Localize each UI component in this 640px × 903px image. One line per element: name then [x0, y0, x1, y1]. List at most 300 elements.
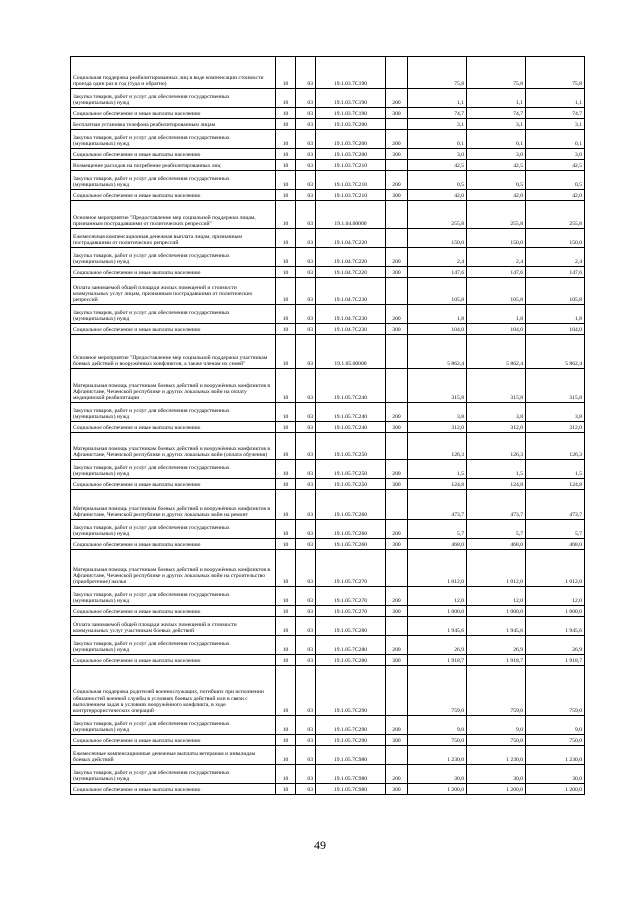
row-subsection-cell: 03 — [296, 335, 316, 369]
row-target-article-cell: 19.1.05.7С240 — [316, 422, 386, 433]
row-section-cell: 10 — [276, 539, 296, 550]
table-row — [71, 784, 585, 795]
row-section-cell: 10 — [276, 716, 296, 735]
row-name-cell: Закупка товаров, работ и услуг для обеспечения государственных (муниципальных) нужд — [71, 587, 276, 606]
table-row — [71, 335, 585, 369]
table-row — [71, 267, 585, 278]
row-target-article-cell: 19.1.05.00000 — [316, 335, 386, 369]
row-amount-1-cell: 26,9 — [408, 636, 467, 655]
table-row — [71, 149, 585, 160]
row-expense-type-cell: 300 — [386, 479, 408, 490]
row-amount-3-cell: 5,7 — [526, 520, 585, 539]
row-amount-1-cell: 315,8 — [408, 369, 467, 403]
row-amount-3-cell: 1,1 — [526, 89, 585, 108]
row-name-cell: Основное мероприятие "Предоставление мер социальной поддержки лицам, признанным пострадавшими от политических репрессий" — [71, 201, 276, 229]
row-expense-type-cell: 200 — [386, 460, 408, 479]
row-expense-type-cell: 200 — [386, 587, 408, 606]
row-subsection-cell: 03 — [296, 550, 316, 587]
row-subsection-cell: 03 — [296, 201, 316, 229]
row-target-article-cell: 19.1.05.7С980 — [316, 765, 386, 784]
row-name-cell: Оплата занимаемой общей площади жилых помещений и стоимости коммунальных услуг участникам боевых действий — [71, 617, 276, 636]
table-row — [71, 479, 585, 490]
row-section-cell: 10 — [276, 587, 296, 606]
row-name-cell: Социальное обеспечение и иные выплаты населению — [71, 539, 276, 550]
page-number: 49 — [314, 838, 326, 852]
table-row — [71, 130, 585, 149]
row-expense-type-cell — [386, 617, 408, 636]
row-target-article-cell: 19.1.05.7С290 — [316, 666, 386, 716]
row-subsection-cell: 03 — [296, 305, 316, 324]
row-subsection-cell: 03 — [296, 784, 316, 795]
row-name-cell: Закупка товаров, работ и услуг для обеспечения государственных (муниципальных) нужд — [71, 89, 276, 108]
row-target-article-cell: 19.1.05.7С260 — [316, 490, 386, 520]
row-name-cell: Социальная поддержка родителей военнослужащих, погибших при исполнении обязанностей военной службы в условиях боевых действий или в связи с выполнением задач в условиях вооружённого конфликта, в ходе контртеррористических операций — [71, 666, 276, 716]
row-expense-type-cell — [386, 229, 408, 248]
row-subsection-cell: 03 — [296, 490, 316, 520]
row-subsection-cell: 03 — [296, 267, 316, 278]
row-expense-type-cell — [386, 433, 408, 460]
row-section-cell: 10 — [276, 369, 296, 403]
row-amount-2-cell: 74,7 — [467, 108, 526, 119]
row-section-cell: 10 — [276, 606, 296, 617]
row-amount-3-cell: 750,0 — [526, 735, 585, 746]
row-amount-1-cell: 124,8 — [408, 479, 467, 490]
row-name-cell: Социальное обеспечение и иные выплаты населению — [71, 108, 276, 119]
row-amount-2-cell: 26,9 — [467, 636, 526, 655]
table-row — [71, 666, 585, 716]
row-expense-type-cell: 300 — [386, 606, 408, 617]
row-section-cell: 10 — [276, 433, 296, 460]
row-section-cell: 10 — [276, 89, 296, 108]
row-amount-1-cell: 1 000,0 — [408, 606, 467, 617]
row-amount-1-cell: 30,0 — [408, 765, 467, 784]
row-section-cell: 10 — [276, 149, 296, 160]
row-amount-2-cell: 1 230,0 — [467, 746, 526, 765]
row-target-article-cell: 19.1.03.7С190 — [316, 108, 386, 119]
row-amount-1-cell: 104,0 — [408, 324, 467, 335]
row-name-cell: Закупка товаров, работ и услуг для обеспечения государственных (муниципальных) нужд — [71, 765, 276, 784]
row-target-article-cell: 19.1.05.7С250 — [316, 479, 386, 490]
row-amount-2-cell: 42,5 — [467, 160, 526, 171]
row-section-cell: 10 — [276, 520, 296, 539]
row-name-cell: Материальная помощь участникам боевых действий и вооружённых конфликтов в Афганистане, Чеченской республике и других локальных войн (оплата обучения) — [71, 433, 276, 460]
row-expense-type-cell: 300 — [386, 539, 408, 550]
row-subsection-cell: 03 — [296, 460, 316, 479]
row-name-cell: Бесплатная установка телефона реабилитированным лицам — [71, 119, 276, 130]
row-amount-1-cell: 3,1 — [408, 119, 467, 130]
row-amount-1-cell: 1 012,0 — [408, 550, 467, 587]
row-target-article-cell: 19.1.05.7С260 — [316, 520, 386, 539]
row-section-cell: 10 — [276, 735, 296, 746]
row-amount-2-cell: 1,1 — [467, 89, 526, 108]
row-subsection-cell: 03 — [296, 655, 316, 666]
row-name-cell: Социальное обеспечение и иные выплаты населению — [71, 735, 276, 746]
row-section-cell: 10 — [276, 636, 296, 655]
row-subsection-cell: 03 — [296, 422, 316, 433]
row-section-cell: 10 — [276, 460, 296, 479]
row-subsection-cell: 03 — [296, 369, 316, 403]
row-name-cell: Социальное обеспечение и иные выплаты населению — [71, 324, 276, 335]
row-amount-3-cell: 1 012,0 — [526, 550, 585, 587]
row-amount-2-cell: 3,1 — [467, 119, 526, 130]
row-amount-3-cell: 0,5 — [526, 171, 585, 190]
row-name-cell: Закупка товаров, работ и услуг для обеспечения государственных (муниципальных) нужд — [71, 403, 276, 422]
row-expense-type-cell: 200 — [386, 636, 408, 655]
row-amount-1-cell: 759,0 — [408, 666, 467, 716]
row-subsection-cell: 03 — [296, 666, 316, 716]
row-name-cell: Ежемесячные компенсационные денежные выплаты ветеранам и инвалидам боевых действий — [71, 746, 276, 765]
table-row — [71, 201, 585, 229]
row-target-article-cell: 19.1.05.7С280 — [316, 636, 386, 655]
row-section-cell: 10 — [276, 171, 296, 190]
row-subsection-cell: 03 — [296, 433, 316, 460]
row-subsection-cell: 03 — [296, 130, 316, 149]
row-name-cell: Закупка товаров, работ и услуг для обеспечения государственных (муниципальных) нужд — [71, 636, 276, 655]
row-expense-type-cell — [386, 666, 408, 716]
row-expense-type-cell: 200 — [386, 765, 408, 784]
row-amount-1-cell: 750,0 — [408, 735, 467, 746]
row-name-cell: Материальная помощь участникам боевых действий и вооружённых конфликтов в Афганистане, Чеченской республике и других локальных войн на ремонт — [71, 490, 276, 520]
budget-table — [70, 56, 585, 795]
row-amount-2-cell: 5,7 — [467, 520, 526, 539]
row-amount-3-cell: 26,9 — [526, 636, 585, 655]
row-expense-type-cell — [386, 57, 408, 89]
row-target-article-cell: 19.1.05.7С260 — [316, 539, 386, 550]
row-amount-1-cell: 1 945,6 — [408, 617, 467, 636]
row-section-cell: 10 — [276, 655, 296, 666]
row-expense-type-cell — [386, 335, 408, 369]
row-amount-2-cell: 126,3 — [467, 433, 526, 460]
row-expense-type-cell: 300 — [386, 422, 408, 433]
row-amount-1-cell: 42,0 — [408, 190, 467, 201]
table-row — [71, 403, 585, 422]
row-target-article-cell: 19.1.04.7С230 — [316, 324, 386, 335]
row-amount-3-cell: 30,0 — [526, 765, 585, 784]
row-target-article-cell: 19.1.05.7С980 — [316, 746, 386, 765]
row-name-cell: Закупка товаров, работ и услуг для обеспечения государственных (муниципальных) нужд — [71, 305, 276, 324]
budget-table-body — [71, 57, 585, 795]
row-amount-3-cell: 759,0 — [526, 666, 585, 716]
row-section-cell: 10 — [276, 479, 296, 490]
table-row — [71, 324, 585, 335]
row-subsection-cell: 03 — [296, 587, 316, 606]
row-expense-type-cell: 300 — [386, 190, 408, 201]
table-row — [71, 433, 585, 460]
row-name-cell: Социальное обеспечение и иные выплаты населению — [71, 479, 276, 490]
row-amount-2-cell: 75,8 — [467, 57, 526, 89]
row-amount-2-cell: 1 200,0 — [467, 784, 526, 795]
table-row — [71, 422, 585, 433]
row-amount-1-cell: 1,1 — [408, 89, 467, 108]
row-name-cell: Социальное обеспечение и иные выплаты населению — [71, 267, 276, 278]
table-row — [71, 520, 585, 539]
row-amount-2-cell: 759,0 — [467, 666, 526, 716]
row-amount-3-cell: 468,0 — [526, 539, 585, 550]
row-target-article-cell: 19.1.03.7С190 — [316, 57, 386, 89]
row-subsection-cell: 03 — [296, 89, 316, 108]
row-amount-2-cell: 750,0 — [467, 735, 526, 746]
row-target-article-cell: 19.1.04.7С220 — [316, 267, 386, 278]
row-name-cell: Социальное обеспечение и иные выплаты населению — [71, 784, 276, 795]
row-target-article-cell: 19.1.05.7С290 — [316, 716, 386, 735]
row-amount-2-cell: 3,8 — [467, 403, 526, 422]
row-amount-2-cell: 312,0 — [467, 422, 526, 433]
row-expense-type-cell — [386, 490, 408, 520]
row-subsection-cell: 03 — [296, 636, 316, 655]
row-expense-type-cell: 200 — [386, 248, 408, 267]
row-amount-2-cell: 0,1 — [467, 130, 526, 149]
row-target-article-cell: 19.1.05.7С250 — [316, 433, 386, 460]
row-section-cell: 10 — [276, 229, 296, 248]
row-target-article-cell: 19.1.04.7С220 — [316, 229, 386, 248]
row-name-cell: Закупка товаров, работ и услуг для обеспечения государственных (муниципальных) нужд — [71, 171, 276, 190]
row-expense-type-cell: 300 — [386, 784, 408, 795]
row-subsection-cell: 03 — [296, 149, 316, 160]
row-amount-2-cell: 255,8 — [467, 201, 526, 229]
row-amount-1-cell: 1,5 — [408, 460, 467, 479]
table-row — [71, 735, 585, 746]
row-section-cell: 10 — [276, 666, 296, 716]
row-section-cell: 10 — [276, 278, 296, 305]
row-expense-type-cell: 200 — [386, 130, 408, 149]
row-target-article-cell: 19.1.04.7С230 — [316, 278, 386, 305]
row-section-cell: 10 — [276, 119, 296, 130]
row-subsection-cell: 03 — [296, 160, 316, 171]
row-amount-3-cell: 75,8 — [526, 57, 585, 89]
row-amount-3-cell: 124,8 — [526, 479, 585, 490]
row-target-article-cell: 19.1.05.7С280 — [316, 655, 386, 666]
row-amount-1-cell: 1 200,0 — [408, 784, 467, 795]
row-amount-2-cell: 1,5 — [467, 460, 526, 479]
row-expense-type-cell: 200 — [386, 716, 408, 735]
row-amount-1-cell: 105,8 — [408, 278, 467, 305]
row-expense-type-cell: 200 — [386, 305, 408, 324]
row-name-cell: Социальное обеспечение и иные выплаты населению — [71, 149, 276, 160]
row-amount-3-cell: 1 918,7 — [526, 655, 585, 666]
table-row — [71, 550, 585, 587]
row-name-cell: Закупка товаров, работ и услуг для обеспечения государственных (муниципальных) нужд — [71, 248, 276, 267]
row-expense-type-cell — [386, 550, 408, 587]
row-target-article-cell: 19.1.05.7С240 — [316, 403, 386, 422]
row-amount-3-cell: 312,0 — [526, 422, 585, 433]
row-amount-1-cell: 42,5 — [408, 160, 467, 171]
row-amount-3-cell: 3,0 — [526, 149, 585, 160]
row-target-article-cell: 19.1.04.00000 — [316, 201, 386, 229]
row-amount-2-cell: 1 012,0 — [467, 550, 526, 587]
row-subsection-cell: 03 — [296, 229, 316, 248]
row-expense-type-cell: 200 — [386, 171, 408, 190]
row-expense-type-cell: 200 — [386, 89, 408, 108]
row-amount-3-cell: 42,5 — [526, 160, 585, 171]
row-section-cell: 10 — [276, 201, 296, 229]
row-expense-type-cell: 300 — [386, 149, 408, 160]
row-amount-2-cell: 2,4 — [467, 248, 526, 267]
row-name-cell: Закупка товаров, работ и услуг для обеспечения государственных (муниципальных) нужд — [71, 130, 276, 149]
table-row — [71, 229, 585, 248]
table-row — [71, 765, 585, 784]
row-amount-2-cell: 104,0 — [467, 324, 526, 335]
row-amount-2-cell: 1 945,6 — [467, 617, 526, 636]
row-amount-3-cell: 0,1 — [526, 130, 585, 149]
table-row — [71, 89, 585, 108]
row-subsection-cell: 03 — [296, 765, 316, 784]
row-target-article-cell: 19.1.03.7С210 — [316, 190, 386, 201]
table-row — [71, 369, 585, 403]
row-amount-3-cell: 3,1 — [526, 119, 585, 130]
row-expense-type-cell: 200 — [386, 403, 408, 422]
table-row — [71, 716, 585, 735]
row-name-cell: Основное мероприятие "Предоставление мер социальной поддержки участникам боевых действий и вооружённых конфликтов, а также членам их семей" — [71, 335, 276, 369]
row-amount-1-cell: 147,6 — [408, 267, 467, 278]
row-subsection-cell: 03 — [296, 171, 316, 190]
row-amount-1-cell: 255,8 — [408, 201, 467, 229]
row-amount-3-cell: 12,0 — [526, 587, 585, 606]
row-amount-3-cell: 1,5 — [526, 460, 585, 479]
row-name-cell: Оплата занимаемой общей площади жилых помещений и стоимости коммунальных услуг лицам, признанным пострадавшими от политических репрессий — [71, 278, 276, 305]
row-expense-type-cell — [386, 369, 408, 403]
row-amount-2-cell: 9,0 — [467, 716, 526, 735]
row-amount-3-cell: 5 862,4 — [526, 335, 585, 369]
row-amount-3-cell: 1 230,0 — [526, 746, 585, 765]
row-expense-type-cell: 300 — [386, 324, 408, 335]
row-amount-1-cell: 74,7 — [408, 108, 467, 119]
row-amount-1-cell: 5,7 — [408, 520, 467, 539]
row-amount-2-cell: 147,6 — [467, 267, 526, 278]
row-amount-3-cell: 126,3 — [526, 433, 585, 460]
row-section-cell: 10 — [276, 746, 296, 765]
row-name-cell: Материальная помощь участникам боевых действий и вооружённых конфликтов в Афганистане, Чеченской республике и других локальных войн на строительство (приобретение) жилья — [71, 550, 276, 587]
row-amount-3-cell: 42,0 — [526, 190, 585, 201]
row-amount-3-cell: 3,8 — [526, 403, 585, 422]
row-amount-2-cell: 124,8 — [467, 479, 526, 490]
row-section-cell: 10 — [276, 248, 296, 267]
row-amount-1-cell: 3,8 — [408, 403, 467, 422]
row-target-article-cell: 19.1.05.7С270 — [316, 606, 386, 617]
table-row — [71, 746, 585, 765]
row-target-article-cell: 19.1.05.7С270 — [316, 587, 386, 606]
row-amount-2-cell: 12,0 — [467, 587, 526, 606]
row-target-article-cell: 19.1.05.7С290 — [316, 735, 386, 746]
row-expense-type-cell: 300 — [386, 108, 408, 119]
row-expense-type-cell — [386, 201, 408, 229]
table-row — [71, 305, 585, 324]
table-row — [71, 587, 585, 606]
row-subsection-cell: 03 — [296, 746, 316, 765]
table-row — [71, 539, 585, 550]
row-name-cell: Закупка товаров, работ и услуг для обеспечения государственных (муниципальных) нужд — [71, 716, 276, 735]
row-amount-2-cell: 3,0 — [467, 149, 526, 160]
row-expense-type-cell — [386, 160, 408, 171]
row-target-article-cell: 19.1.03.7С200 — [316, 119, 386, 130]
row-amount-2-cell: 1 000,0 — [467, 606, 526, 617]
row-amount-1-cell: 312,0 — [408, 422, 467, 433]
row-section-cell: 10 — [276, 335, 296, 369]
row-expense-type-cell — [386, 278, 408, 305]
table-row — [71, 171, 585, 190]
row-amount-1-cell: 150,0 — [408, 229, 467, 248]
row-amount-1-cell: 12,0 — [408, 587, 467, 606]
row-amount-3-cell: 1,8 — [526, 305, 585, 324]
row-section-cell: 10 — [276, 305, 296, 324]
row-amount-3-cell: 74,7 — [526, 108, 585, 119]
row-target-article-cell: 19.1.03.7С200 — [316, 149, 386, 160]
row-name-cell: Закупка товаров, работ и услуг для обеспечения государственных (муниципальных) нужд — [71, 520, 276, 539]
row-subsection-cell: 03 — [296, 324, 316, 335]
row-amount-2-cell: 150,0 — [467, 229, 526, 248]
row-section-cell: 10 — [276, 784, 296, 795]
row-subsection-cell: 03 — [296, 190, 316, 201]
row-amount-1-cell: 1,8 — [408, 305, 467, 324]
table-row — [71, 490, 585, 520]
row-amount-2-cell: 30,0 — [467, 765, 526, 784]
table-row — [71, 108, 585, 119]
table-row — [71, 606, 585, 617]
row-amount-3-cell: 255,8 — [526, 201, 585, 229]
row-target-article-cell: 19.1.04.7С230 — [316, 305, 386, 324]
row-subsection-cell: 03 — [296, 403, 316, 422]
row-amount-1-cell: 468,0 — [408, 539, 467, 550]
row-name-cell: Ежемесячная компенсационная денежная выплата лицам, признанным пострадавшими от политических репрессий — [71, 229, 276, 248]
row-expense-type-cell: 300 — [386, 655, 408, 666]
row-subsection-cell: 03 — [296, 716, 316, 735]
table-row — [71, 617, 585, 636]
row-name-cell: Социальное обеспечение и иные выплаты населению — [71, 422, 276, 433]
table-row — [71, 636, 585, 655]
row-amount-2-cell: 1,8 — [467, 305, 526, 324]
row-amount-1-cell: 0,1 — [408, 130, 467, 149]
row-amount-2-cell: 1 918,7 — [467, 655, 526, 666]
row-target-article-cell: 19.1.05.7С980 — [316, 784, 386, 795]
row-subsection-cell: 03 — [296, 479, 316, 490]
row-amount-3-cell: 104,0 — [526, 324, 585, 335]
row-amount-2-cell: 0,5 — [467, 171, 526, 190]
row-expense-type-cell — [386, 746, 408, 765]
row-amount-1-cell: 5 862,4 — [408, 335, 467, 369]
row-amount-2-cell: 315,8 — [467, 369, 526, 403]
row-section-cell: 10 — [276, 190, 296, 201]
row-amount-1-cell: 0,5 — [408, 171, 467, 190]
row-section-cell: 10 — [276, 765, 296, 784]
row-amount-3-cell: 1 945,6 — [526, 617, 585, 636]
row-target-article-cell: 19.1.03.7С210 — [316, 171, 386, 190]
row-subsection-cell: 03 — [296, 248, 316, 267]
row-expense-type-cell: 300 — [386, 267, 408, 278]
row-section-cell: 10 — [276, 57, 296, 89]
row-amount-2-cell: 5 862,4 — [467, 335, 526, 369]
row-section-cell: 10 — [276, 108, 296, 119]
table-row — [71, 655, 585, 666]
row-amount-3-cell: 150,0 — [526, 229, 585, 248]
row-amount-2-cell: 105,8 — [467, 278, 526, 305]
table-row — [71, 57, 585, 89]
table-row — [71, 278, 585, 305]
row-amount-3-cell: 315,8 — [526, 369, 585, 403]
row-amount-3-cell: 9,0 — [526, 716, 585, 735]
row-subsection-cell: 03 — [296, 278, 316, 305]
table-row — [71, 190, 585, 201]
row-section-cell: 10 — [276, 160, 296, 171]
row-amount-2-cell: 42,0 — [467, 190, 526, 201]
row-amount-1-cell: 2,4 — [408, 248, 467, 267]
row-name-cell: Социальное обеспечение и иные выплаты населению — [71, 655, 276, 666]
row-name-cell: Материальная помощь участникам боевых действий и вооружённых конфликтов в Афганистане, Чеченской республике и других локальных войн на оплату медицинской реабилитации — [71, 369, 276, 403]
row-section-cell: 10 — [276, 422, 296, 433]
row-section-cell: 10 — [276, 130, 296, 149]
row-name-cell: Возмещение расходов на погребение реабилитированных лиц — [71, 160, 276, 171]
row-target-article-cell: 19.1.03.7С210 — [316, 160, 386, 171]
table-row — [71, 460, 585, 479]
row-section-cell: 10 — [276, 267, 296, 278]
